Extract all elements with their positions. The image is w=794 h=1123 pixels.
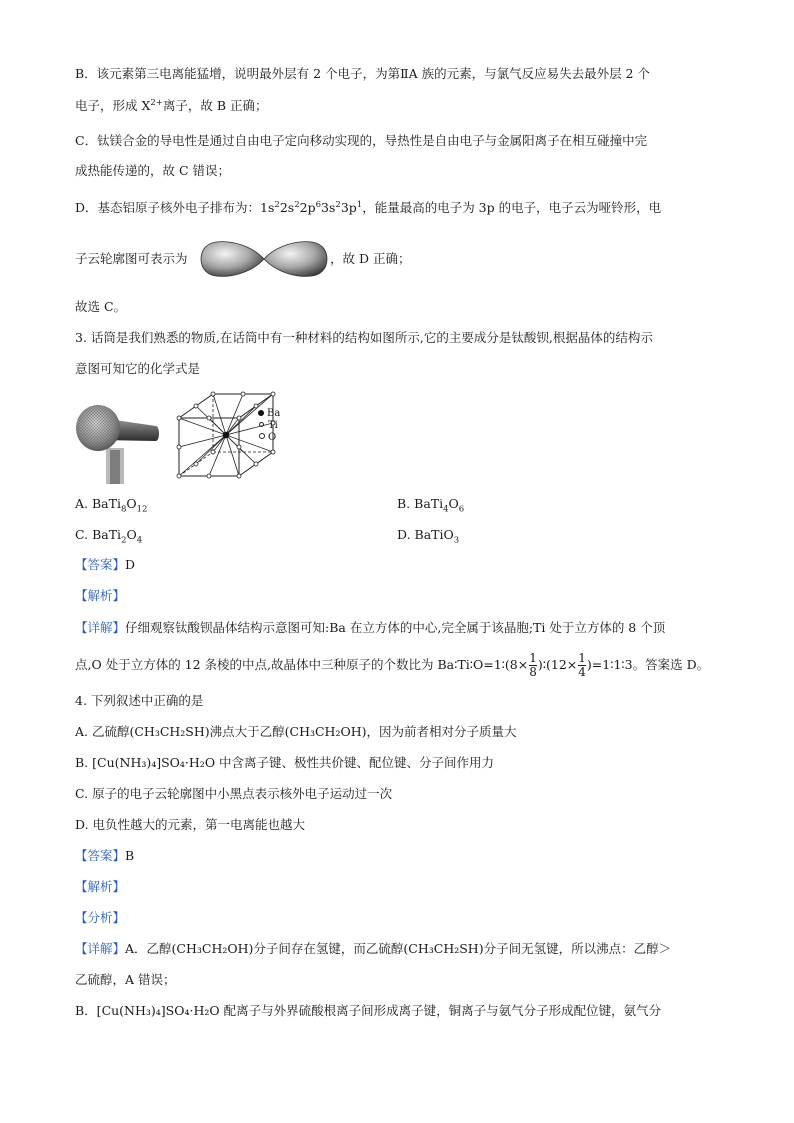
q3-detail-line2: 点,O 处于立方体的 12 条棱的中点,故晶体中三种原子的个数比为 Ba∶Ti∶O=1∶(8× $\frac{1}{8}$ )∶(12× $\frac{1}{4}$ )=1∶1∶3。答案选 D。 — [75, 651, 710, 679]
formula-subscript: 3 — [453, 535, 460, 546]
crystal-legend — [258, 408, 280, 444]
q2-option-d-line2-post: ，故 D 正确； — [330, 251, 411, 266]
q3-stem-line1: 3. 话筒是我们熟悉的物质,在话筒中有一种材料的结构如图所示,它的主要成分是钛酸钡,根据晶体的结构示 — [75, 330, 653, 345]
q4-option-d: D. 电负性越大的元素，第一电离能也越大 — [75, 817, 306, 832]
formula-subscript: 12 — [136, 504, 148, 515]
q3-option-a — [75, 496, 148, 515]
legend-ba: Ba — [258, 408, 280, 420]
formula-text: BaTi — [91, 496, 121, 511]
q4-fenxi-tag: 【分析】 — [75, 910, 126, 925]
q4-stem: 4. 下列叙述中正确的是 — [75, 693, 204, 708]
formula-text: BaTi — [92, 527, 122, 542]
formula-text: O — [126, 496, 137, 511]
formula-text: BaTi — [414, 496, 444, 511]
q2-option-d-line2-pre: 子云轮廓图可表示为 — [75, 251, 188, 266]
formula-text: O — [448, 496, 459, 511]
q2-option-c-line2: 成热能传递的，故 C 错误； — [75, 163, 231, 178]
option-label: A. — [75, 496, 92, 511]
formula-subscript: 2 — [121, 535, 127, 546]
q4-option-c: C. 原子的电子云轮廓图中小黑点表示核外电子运动过一次 — [75, 786, 393, 801]
config-exponent: 2 — [294, 199, 300, 210]
formula-text: O — [126, 527, 137, 542]
formula-subscript: 4 — [443, 504, 449, 515]
q4-detail-line3: B．[Cu(NH₃)₄]SO₄·H₂O 配离子与外界硫酸根离子间形成离子键，铜离子与氨气分子形成配位键，氨气分 — [75, 1003, 662, 1018]
formula-subscript: 8 — [120, 504, 127, 515]
q3-answer: 【答案】D — [75, 557, 136, 572]
q2-option-c-line1: C．钛镁合金的导电性是通过自由电子定向移动实现的，导热性是自由电子与金属阳离子在相互碰撞中完 — [75, 133, 648, 148]
config-exponent: 1 — [356, 199, 363, 210]
legend-ti: Ti — [258, 420, 280, 432]
q3-option-b — [397, 496, 465, 515]
config-exponent: 2 — [274, 199, 280, 210]
formula-subscript: 4 — [136, 535, 143, 546]
config-term: 3p — [340, 200, 357, 215]
q2-option-b-line2: 电子，形成 $X^{2+}$离子，故 B 正确； — [75, 97, 268, 113]
config-term: 1s — [260, 200, 275, 215]
option-label: C. — [75, 527, 93, 542]
q4-answer: 【答案】B — [75, 848, 135, 863]
q4-detail-line1: 【详解】A．乙醇(CH₃CH₂OH)分子间存在氢键，而乙硫醇(CH₃CH₂SH)分子间无氢键，所以沸点：乙醇＞ — [75, 941, 672, 956]
p-orbital-dumbbell-image — [200, 238, 328, 280]
q4-option-b: B. [Cu(NH₃)₄]SO₄·H₂O 中含离子键、极性共价键、配位键、分子间作用力 — [75, 755, 495, 770]
config-term: 2p — [299, 200, 316, 215]
option-label: B. — [397, 496, 415, 511]
q4-option-a: A. 乙硫醇(CH₃CH₂SH)沸点大于乙醇(CH₃CH₂OH)，因为前者相对分子质量大 — [75, 724, 517, 739]
q3-detail-line1: 【详解】仔细观察钛酸钡晶体结构示意图可知:Ba 在立方体的中心,完全属于该晶胞;Ti 处于立方体的 8 个顶 — [75, 620, 666, 635]
microphone-photo — [72, 392, 164, 484]
ti-small-circle-icon — [259, 422, 264, 427]
config-exponent: 6 — [315, 199, 322, 210]
config-term: 2s — [279, 200, 295, 215]
formula-text: BaTiO — [414, 527, 454, 542]
q2-option-b-line1: B．该元素第三电离能猛增，说明最外层有 2 个电子，为第ⅡA 族的元素，与氯气反应易失去最外层 2 个 — [75, 66, 650, 81]
config-exponent: 2 — [335, 199, 341, 210]
q2-conclusion: 故选 C。 — [75, 299, 127, 314]
q2-option-d-line1: D．基态铝原子核外电子排布为：$1s^22s^22p^63s^23p^1$，能量最高的电子为 3p 的电子，电子云为哑铃形，电 — [75, 199, 662, 215]
fraction-one-quarter: $\frac{1}{4}$ — [578, 651, 586, 679]
q3-option-c — [75, 527, 143, 546]
option-label: D. — [397, 527, 415, 542]
q3-analysis-tag: 【解析】 — [75, 588, 126, 603]
q3-option-d — [397, 527, 460, 546]
o-circle-icon — [259, 433, 265, 439]
electron-configuration — [260, 200, 362, 215]
legend-o: O — [258, 432, 280, 444]
fraction-one-eighth: $\frac{1}{8}$ — [529, 651, 537, 679]
q3-stem-line2: 意图可知它的化学式是 — [75, 361, 201, 376]
config-term: 3s — [321, 200, 336, 215]
ba-dot-icon — [258, 410, 264, 416]
q4-detail-line2: 乙硫醇，A 错误； — [75, 972, 176, 987]
q4-analysis-tag: 【解析】 — [75, 879, 126, 894]
formula-subscript: 6 — [458, 504, 465, 515]
